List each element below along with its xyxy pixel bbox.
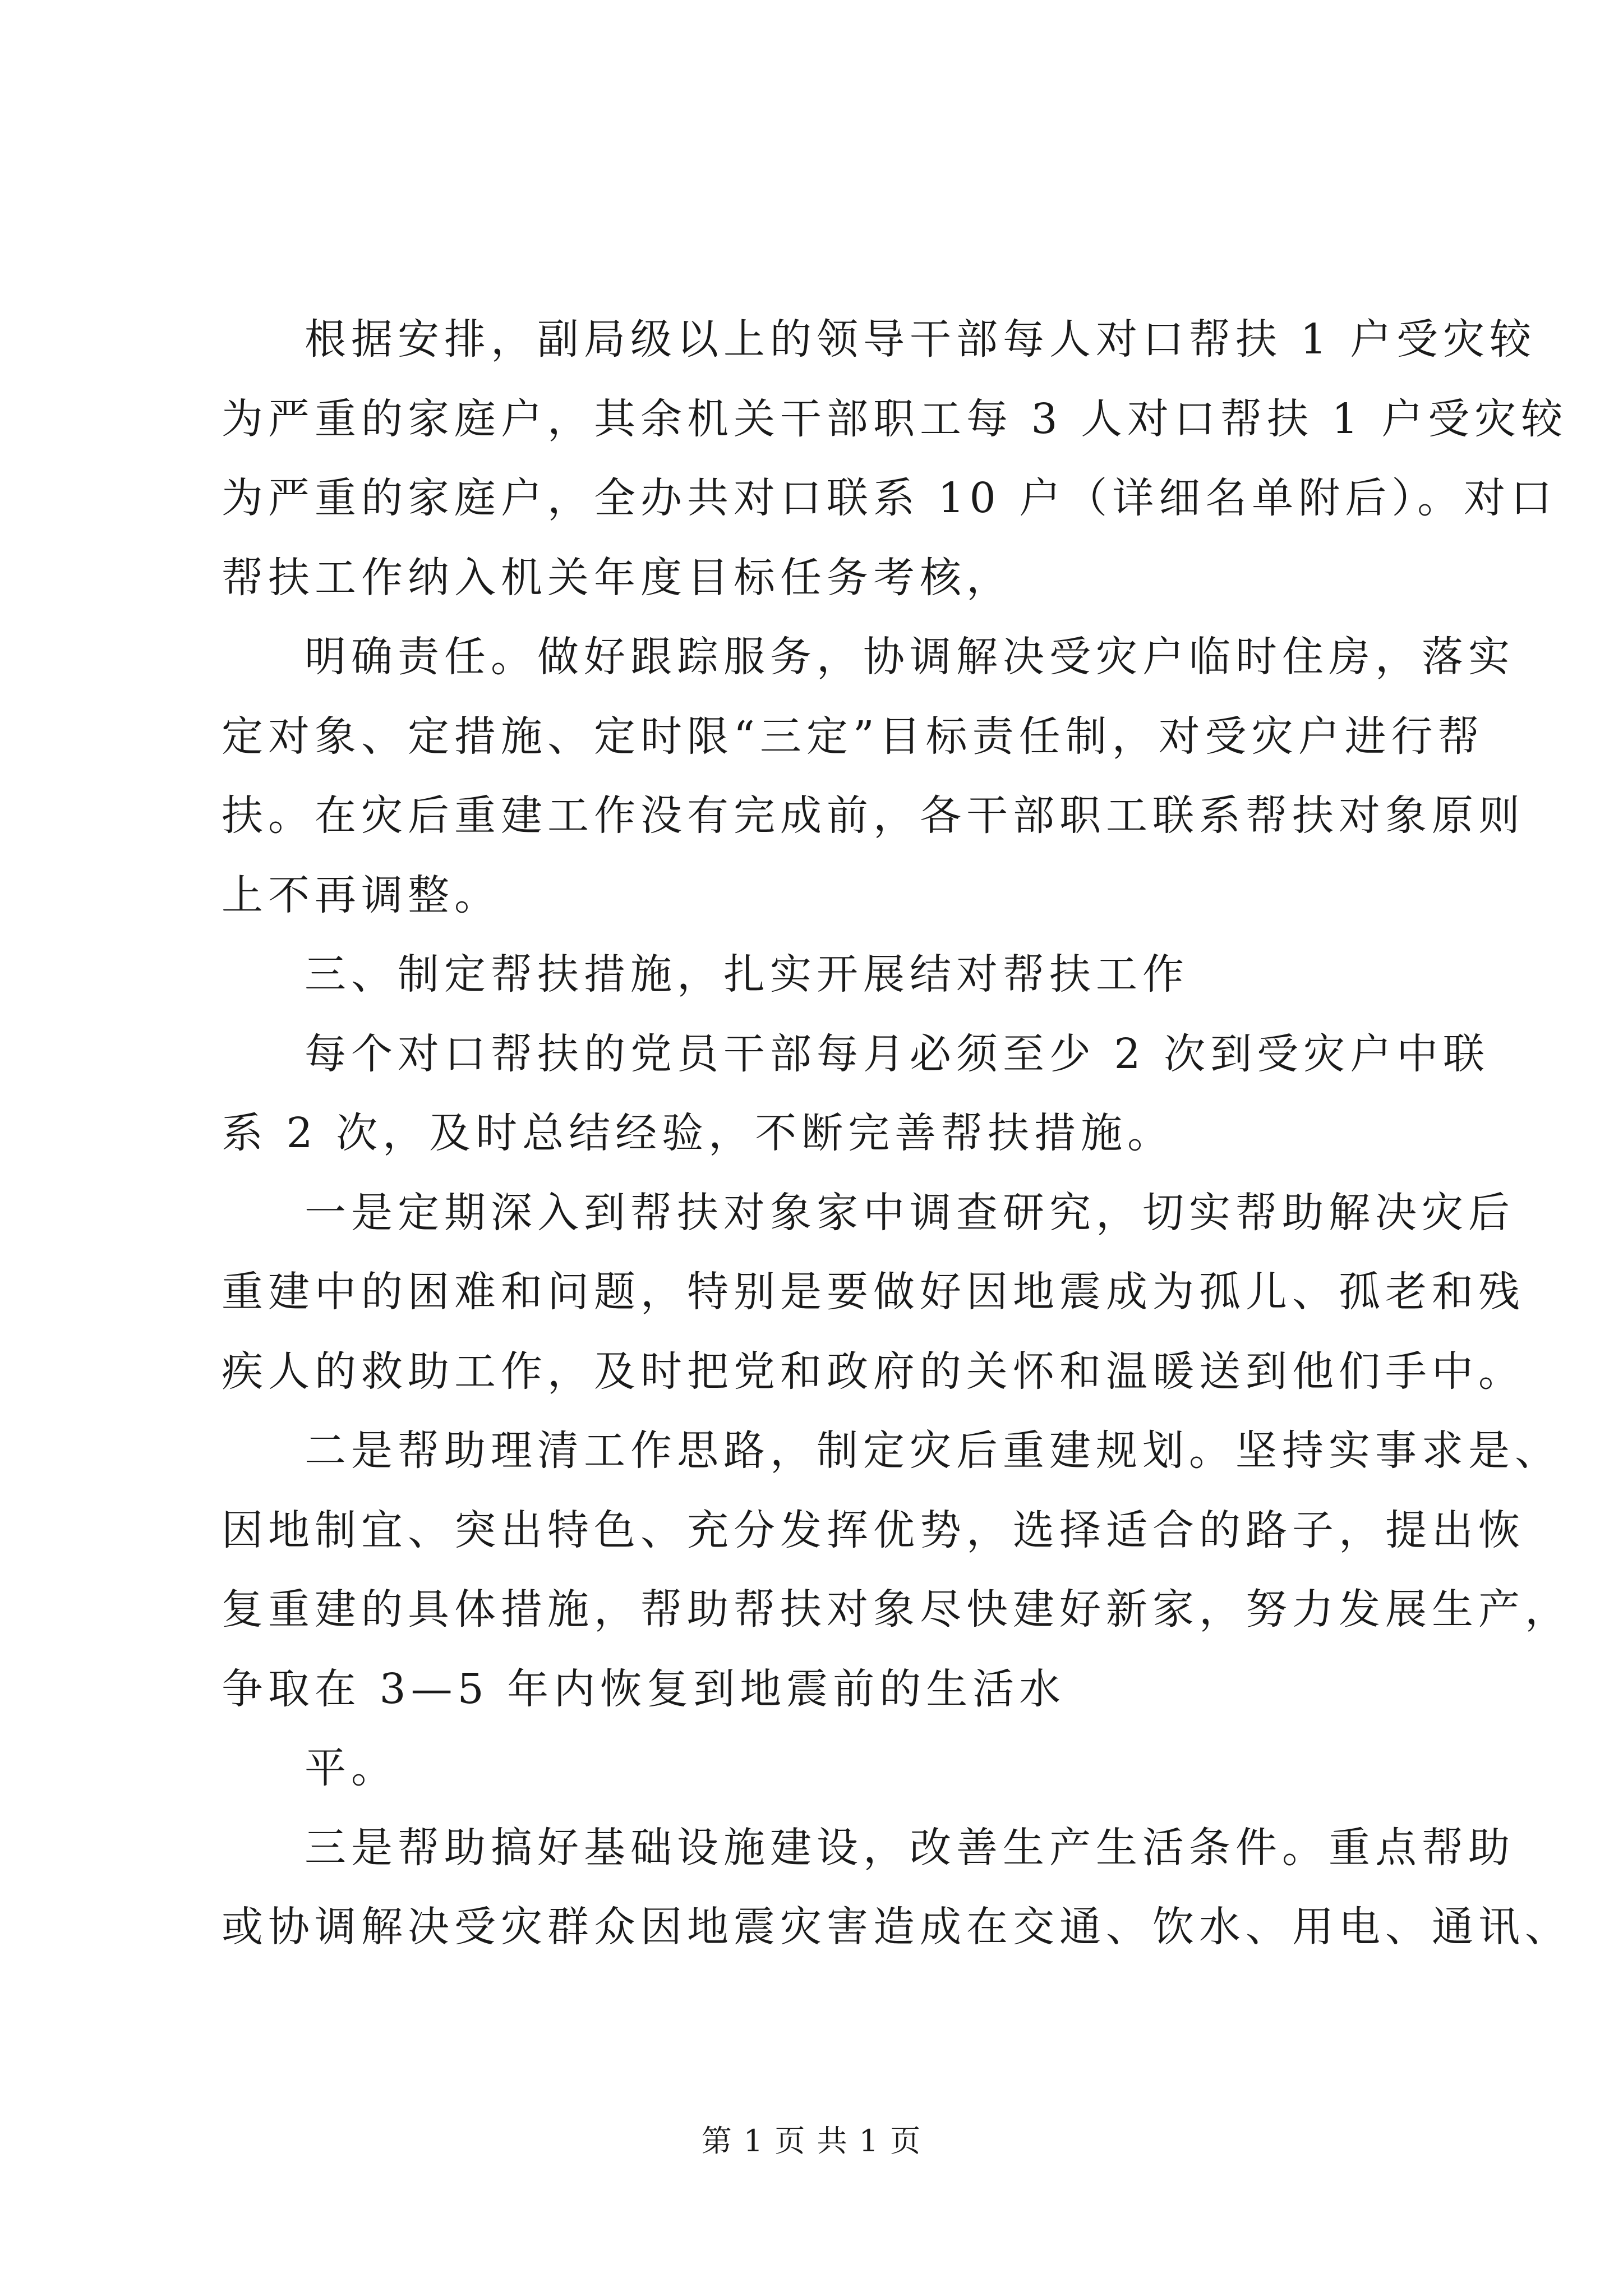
text-line: 一是定期深入到帮扶对象家中调查研究，切实帮助解决灾后 — [305, 1188, 1515, 1237]
text-line: 争取在 3—5 年内恢复到地震前的生活水 — [222, 1664, 1066, 1713]
text-line: 疾人的救助工作，及时把党和政府的关怀和温暖送到他们手中。 — [222, 1347, 1525, 1396]
text-line: 三是帮助搞好基础设施建设，改善生产生活条件。重点帮助 — [305, 1823, 1515, 1872]
text-line: 每个对口帮扶的党员干部每月必须至少 2 次到受灾户中联 — [305, 1029, 1490, 1078]
text-line: 复重建的具体措施，帮助帮扶对象尽快建好新家，努力发展生产， — [222, 1585, 1571, 1634]
text-line: 定对象、定措施、定时限“三定”目标责任制，对受灾户进行帮 — [222, 712, 1484, 761]
text-line: 为严重的家庭户，全办共对口联系 10 户（详细名单附后）。对口 — [222, 474, 1557, 522]
text-line: 平。 — [305, 1744, 398, 1792]
text-line: 三、制定帮扶措施，扎实开展结对帮扶工作 — [305, 950, 1189, 999]
text-line: 上不再调整。 — [222, 871, 501, 919]
text-line: 根据安排，副局级以上的领导干部每人对口帮扶 1 户受灾较 — [305, 315, 1537, 364]
text-line: 二是帮助理清工作思路，制定灾后重建规划。坚持实事求是、 — [305, 1427, 1561, 1475]
page-footer: 第 1 页 共 1 页 — [701, 2123, 922, 2159]
text-line: 或协调解决受灾群众因地震灾害造成在交通、饮水、用电、通讯、 — [222, 1903, 1571, 1951]
text-line: 系 2 次，及时总结经验，不断完善帮扶措施。 — [222, 1109, 1174, 1157]
text-line: 明确责任。做好跟踪服务，协调解决受灾户临时住房，落实 — [305, 633, 1515, 681]
text-line: 重建中的困难和问题，特别是要做好因地震成为孤儿、孤老和残 — [222, 1268, 1525, 1316]
text-line: 帮扶工作纳入机关年度目标任务考核， — [222, 553, 1013, 602]
text-line: 扶。在灾后重建工作没有完成前，各干部职工联系帮扶对象原则 — [222, 792, 1525, 840]
text-line: 因地制宜、突出特色、充分发挥优势，选择适合的路子，提出恢 — [222, 1506, 1525, 1554]
text-line: 为严重的家庭户，其余机关干部职工每 3 人对口帮扶 1 户受灾较 — [222, 394, 1568, 443]
document-body — [222, 300, 1571, 1967]
